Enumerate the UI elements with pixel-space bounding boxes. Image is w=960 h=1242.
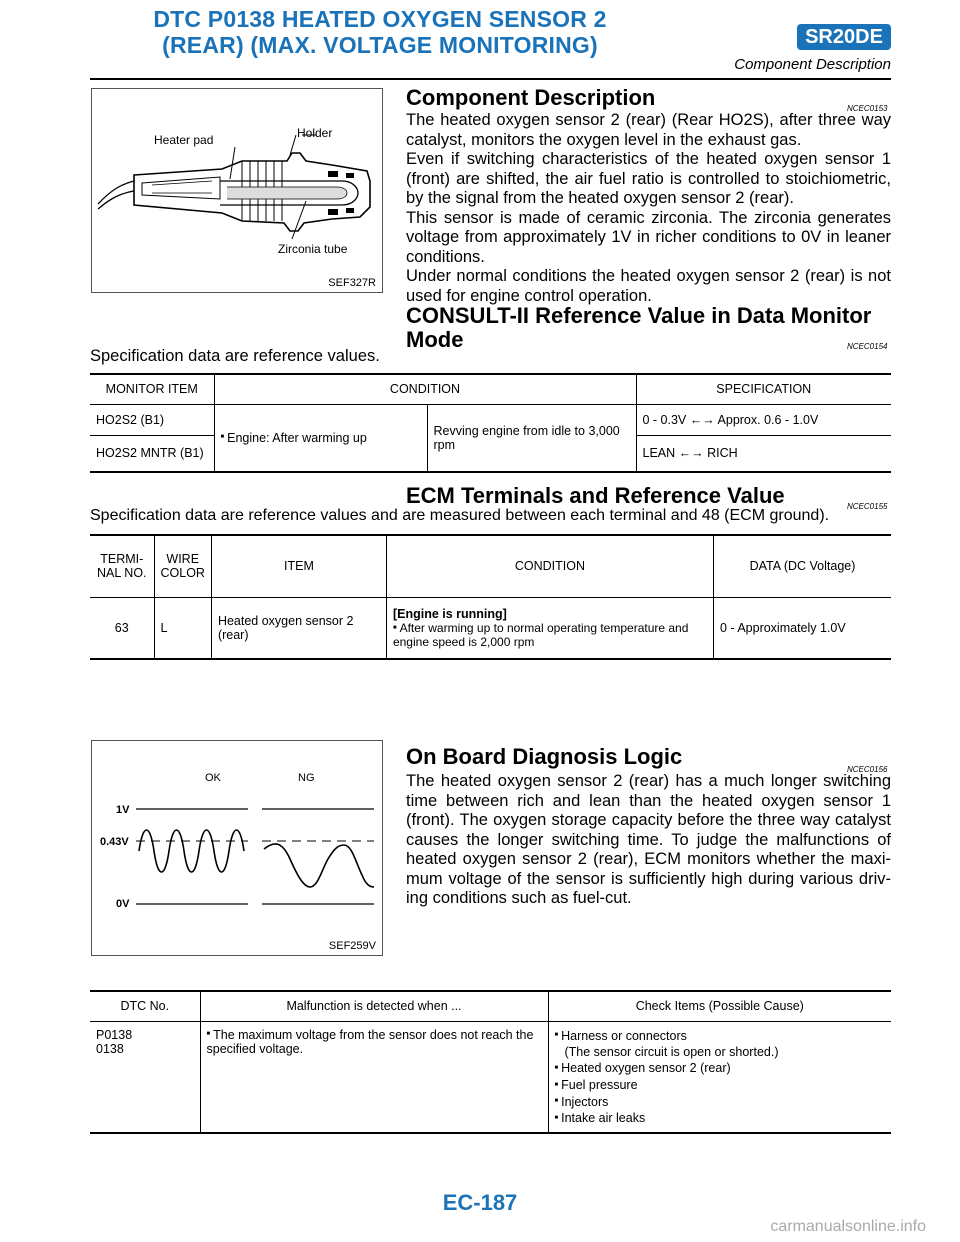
sensor-illustration (92, 89, 382, 292)
page-title-line2: (REAR) (MAX. VOLTAGE MONITORING) (162, 32, 598, 58)
watermark: carmanualsonline.info (770, 1218, 926, 1235)
component-paragraph-1: The heated oxygen sensor 2 (rear) (Rear HO2S), after three way catalyst, monitors the oxygen level in the exhaust gas. (406, 111, 891, 149)
ecm-data: 0 - Approximately 1.0V (719, 620, 846, 635)
page-title-line1: DTC P0138 HEATED OXYGEN SENSOR 2 (153, 6, 607, 32)
ng-waveform (264, 844, 374, 887)
obd-paragraph: The heated oxygen sensor 2 (rear) has a much longer switching time between rich and lean than the heated oxygen sensor 1 (front). The oxygen storage capacity before the three way catalyst causes the longer switching time. To judge the malfunctions of heated oxygen sensor 2 (rear), ECM monitors whether the maxi-mum voltage of the sensor is sufficiently high during various driv-ing conditions such as fuel-cut. (406, 772, 891, 907)
ecm-condition-detail (393, 621, 707, 649)
ecm-condition (386, 597, 713, 659)
dtc-cause-2: Heated oxygen sensor 2 (rear) (561, 1061, 731, 1076)
dtc-number (90, 1021, 200, 1133)
consult-condition-1-text: Engine: After warming up (227, 430, 367, 445)
consult-spec-1: 0 - 0.3V ←→ Approx. 0.6 - 1.0V (636, 404, 891, 435)
ecm-header-condition: CONDITION (386, 535, 713, 597)
component-title: Component Description (406, 85, 656, 110)
figure2-code: SEF259V (328, 940, 376, 952)
section-subtitle: Component Description (734, 56, 891, 73)
holder-label: Holder (297, 126, 333, 140)
dtc-header-check: Check Items (Possible Cause) (635, 999, 804, 1014)
ecm-note: Specification data are reference values and are measured between each terminal and 48 (ECM ground). (90, 507, 830, 524)
consult-note: Specification data are reference values. (90, 347, 380, 365)
consult-table (90, 373, 891, 473)
ecm-condition-title: [Engine is running] (392, 606, 507, 621)
component-paragraph-2: Even if switching characteristics of the heated oxygen sensor 1 (front) are shifted, the air fuel ratio is controlled to stoichiometric, by the signal from the heated oxygen sensor 2 (rear). (406, 150, 891, 207)
engine-badge: SR20DE (797, 24, 891, 50)
component-paragraph-4: Under normal conditions the heated oxygen sensor 2 (rear) is not used for engine control operation. (406, 267, 891, 305)
dtc-cause-3: Fuel pressure (561, 1077, 638, 1092)
page-number: EC-187 (442, 1190, 518, 1215)
consult-spec-2: LEAN ←→ RICH (642, 446, 738, 461)
component-code: NCEC0153 (847, 104, 888, 113)
component-description (406, 111, 891, 306)
ecm-wire: L (154, 597, 211, 659)
waveform-chart (92, 741, 382, 955)
dtc-cause-4: Injectors (561, 1094, 609, 1109)
dtc-malfunction (200, 1021, 548, 1133)
heater-pad-label: Heater pad (154, 133, 214, 147)
ecm-title: ECM Terminals and Reference Value (406, 483, 785, 508)
consult-code: NCEC0154 (847, 342, 888, 351)
consult-item-2: HO2S2 MNTR (B1) (90, 435, 214, 472)
v0-label: 0V (116, 898, 130, 910)
ok-label: OK (205, 772, 221, 784)
ecm-header-data: DATA (DC Voltage) (749, 559, 856, 574)
page-title (60, 6, 700, 58)
header-rule (90, 78, 891, 80)
consult-header-condition: CONDITION (214, 374, 636, 404)
obd-code: NCEC0156 (847, 765, 888, 774)
ok-waveform (139, 830, 244, 872)
consult-header-item: MONITOR ITEM (90, 374, 214, 404)
consult-condition-2: Revving engine from idle to 3,000 rpm (427, 404, 636, 472)
dtc-causes (548, 1021, 891, 1133)
obd-title: On Board Diagnosis Logic (406, 744, 683, 769)
consult-title-line2: Mode (406, 327, 464, 352)
ecm-code: NCEC0155 (847, 502, 888, 511)
consult-header-spec: SPECIFICATION (716, 382, 812, 397)
v043-label: 0.43V (100, 836, 129, 848)
dtc-number-2: 0138 (96, 1041, 124, 1056)
dtc-malfunction-text: The maximum voltage from the sensor does not reach the specified voltage. (206, 1027, 534, 1056)
ecm-header-item: ITEM (211, 535, 386, 597)
v1-label: 1V (116, 804, 130, 816)
ecm-item: Heated oxygen sensor 2 (rear) (211, 597, 386, 659)
figure1-code: SEF327R (328, 277, 376, 289)
dtc-header-malfunction: Malfunction is detected when ... (200, 991, 548, 1021)
sensor-figure (91, 88, 383, 293)
dtc-table (90, 990, 891, 1134)
ecm-condition-detail-text: After warming up to normal operating temperature and engine speed is 2,000 rpm (392, 620, 689, 649)
dtc-cause-1: Harness or connectors (561, 1028, 687, 1043)
dtc-header-no: DTC No. (90, 991, 200, 1021)
dtc-cause-note: (The sensor circuit is open or shorted.) (564, 1045, 779, 1060)
ecm-header-wire: WIRE COLOR (154, 535, 211, 597)
ecm-header-terminal: TERMI-NAL NO. (90, 535, 154, 597)
consult-title (406, 304, 871, 352)
ng-label: NG (298, 772, 315, 784)
consult-title-line1: CONSULT-II Reference Value in Data Monitor (406, 303, 872, 328)
zirconia-tube-label: Zirconia tube (278, 242, 348, 256)
consult-item-1: HO2S2 (B1) (90, 404, 214, 435)
consult-condition-1 (214, 404, 427, 472)
component-paragraph-3: This sensor is made of ceramic zirconia. The zirconia generates voltage from approximately 1V in richer conditions to 0V in leaner conditions. (406, 208, 891, 266)
dtc-number-1: P0138 (96, 1027, 133, 1042)
ecm-terminal: 63 (90, 597, 154, 659)
waveform-figure (91, 740, 383, 956)
ecm-table (90, 534, 891, 660)
dtc-cause-5: Intake air leaks (561, 1111, 646, 1126)
